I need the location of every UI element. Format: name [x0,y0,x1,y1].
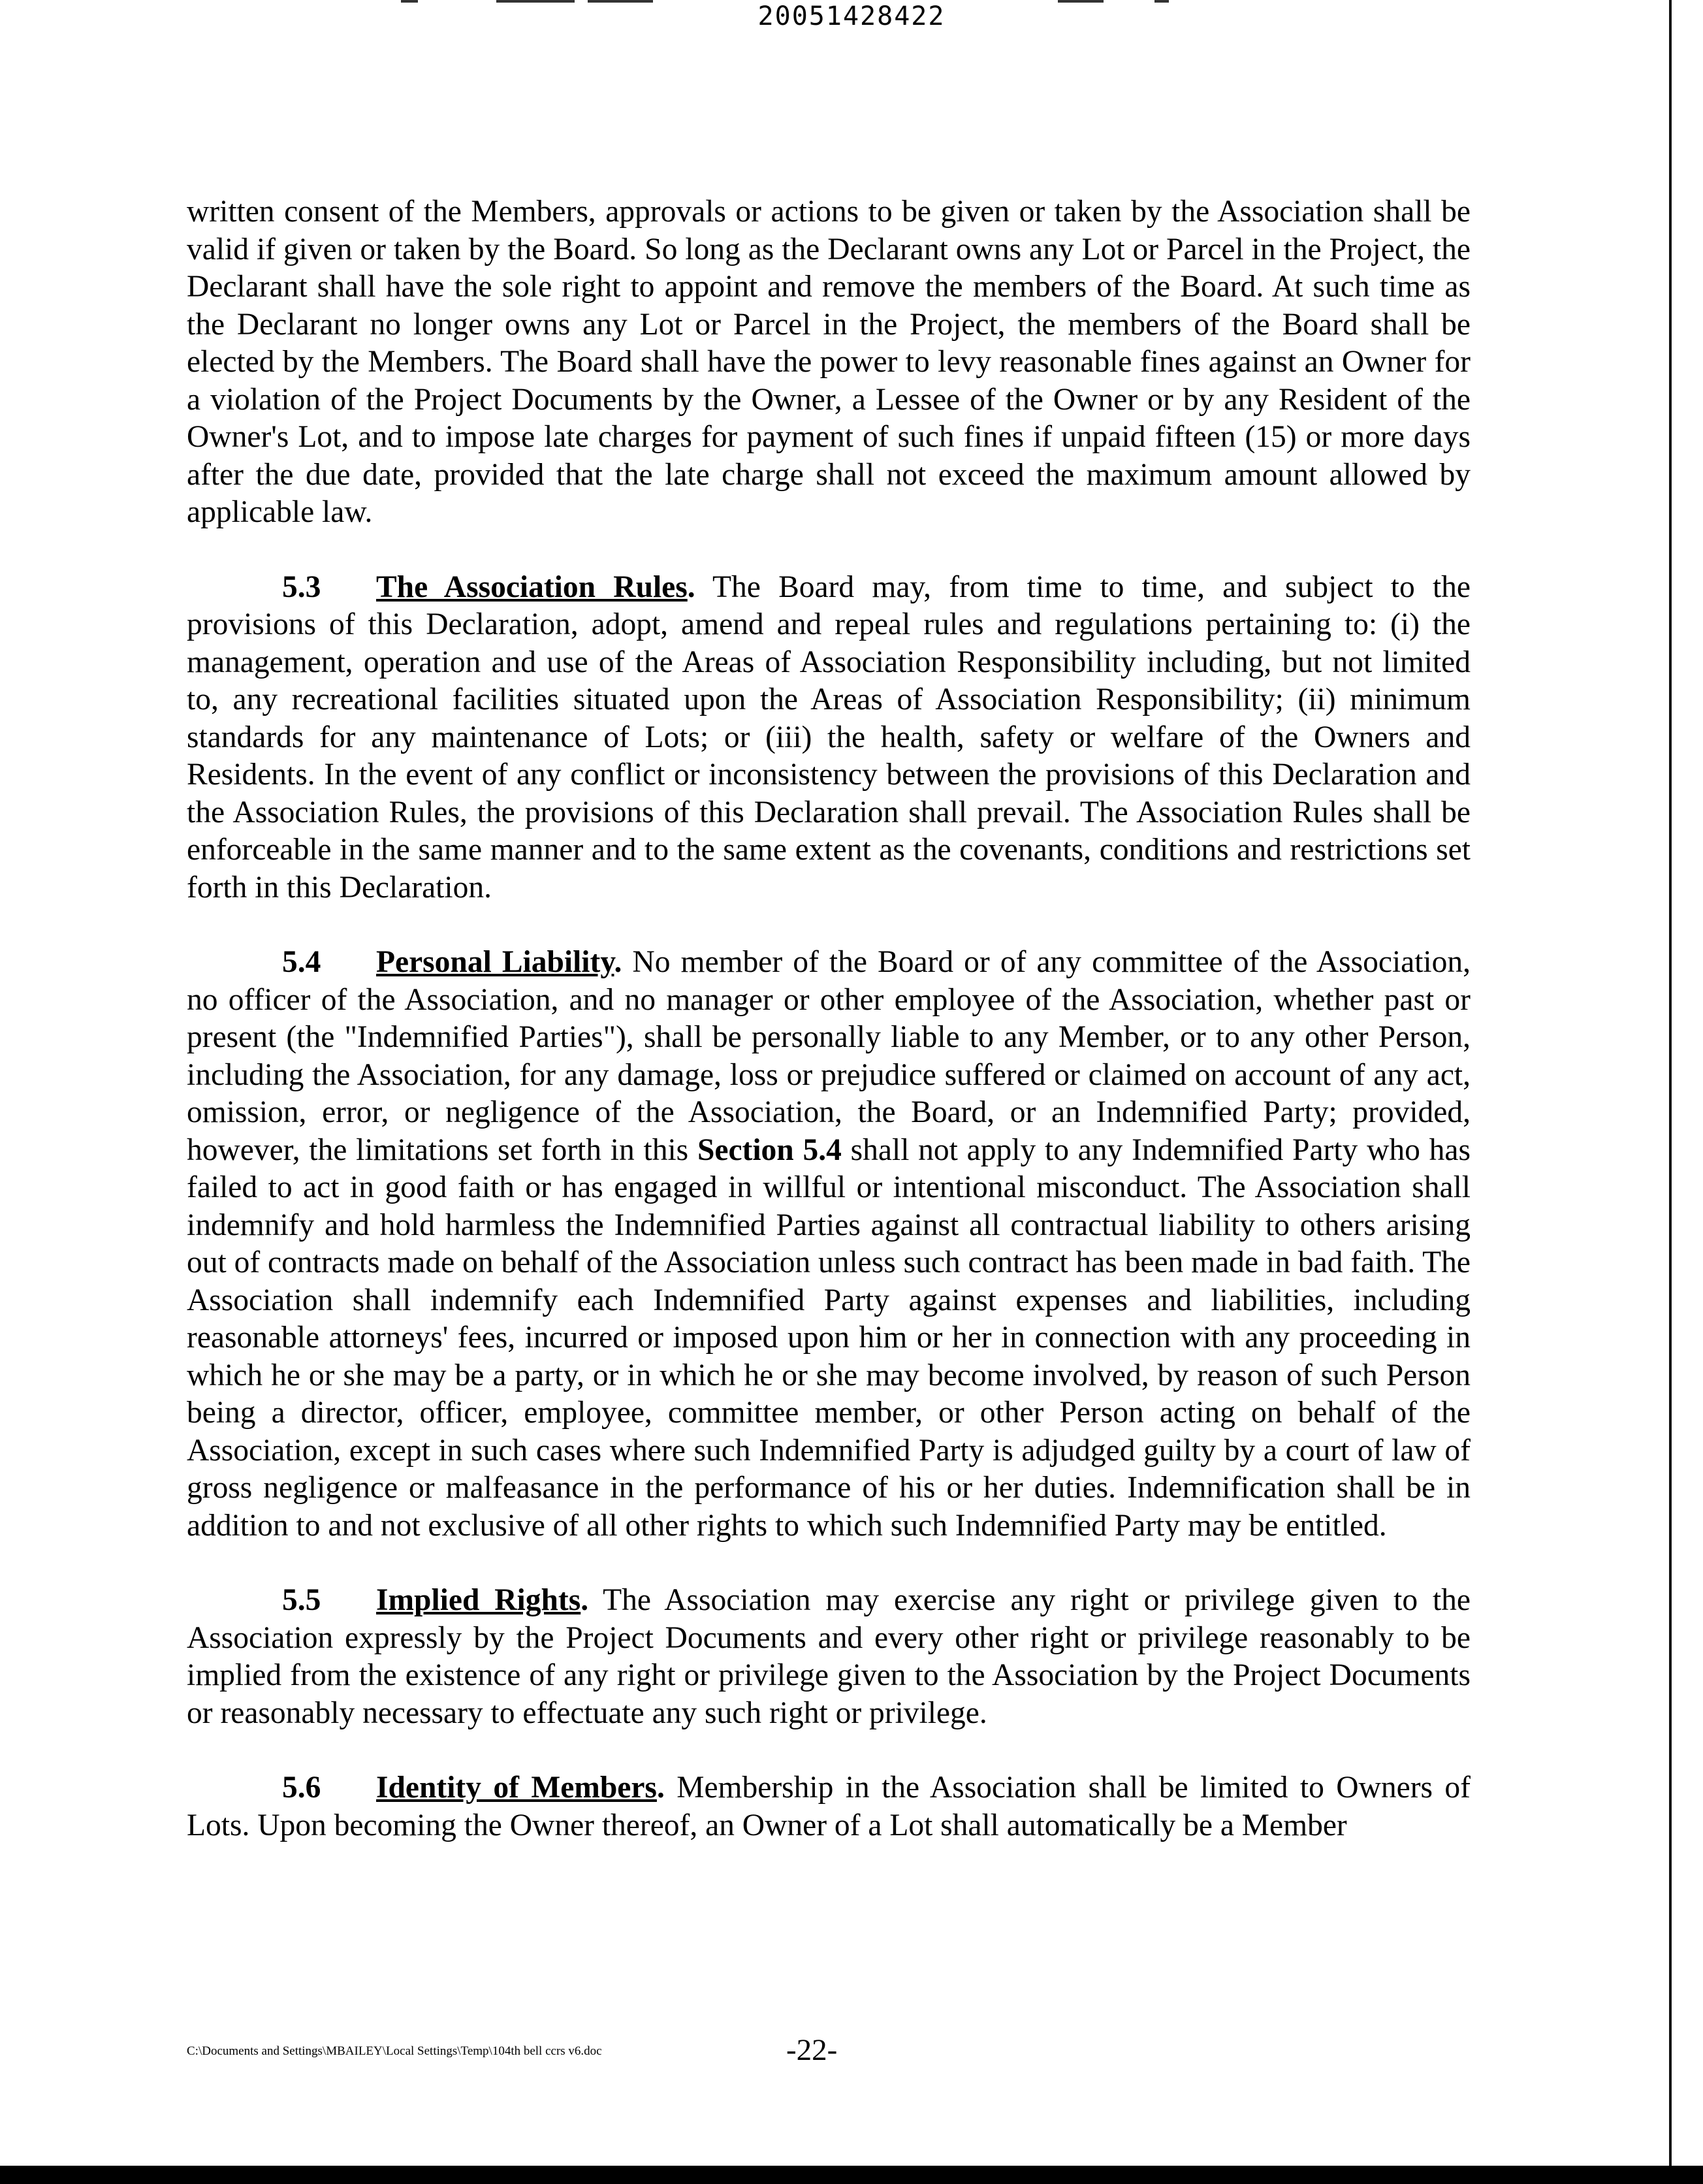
section-number: 5.3 [282,570,321,604]
section-text: No member of the Board or of any committee of the Association, no officer of the Association, and no manager or other employee of the Association, whether past or present (the "Indemnified Parties"), shall be personally liable to any Member, or to any other Person, including the Association, for any damage, loss or prejudice suffered or claimed on account of any act, omission, error, or negligence of the Association, the Board, or an Indemnified Party; provided, however, the limitations set forth in this [187,945,1471,1167]
section-title: Personal Liability [376,945,614,979]
section-5-3 [187,569,1471,907]
section-title: The Association Rules [376,570,688,604]
section-text: The Board may, from time to time, and subject to the provisions of this Declaration, adopt, amend and repeal rules and regulations pertaining to: (i) the management, operation and use of the Areas of Association Responsibility including, but not limited to, any recreational facilities situated upon the Areas of Association Responsibility; (ii) minimum standards for any maintenance of Lots; or (iii) the health, safety or welfare of the Owners and Residents. In the event of any conflict or inconsistency between the provisions of this Declaration and the Association Rules, the provisions of this Declaration shall prevail. The Association Rules shall be enforceable in the same manner and to the same extent as the covenants, conditions and restrictions set forth in this Declaration. [187,570,1471,905]
section-reference: Section 5.4 [697,1132,842,1167]
section-title-period: . [614,945,622,979]
scan-right-edge [1669,0,1672,2166]
intro-paragraph: written consent of the Members, approvals or actions to be given or taken by the Association shall be valid if given or taken by the Board. So long as the Declarant owns any Lot or Parcel in the Project, the Declarant shall have the sole right to appoint and remove the members of the Board. At such time as the Declarant no longer owns any Lot or Parcel in the Project, the members of the Board shall be elected by the Members. The Board shall have the power to levy reasonable fines against an Owner for a violation of the Project Documents by the Owner, a Lessee of the Owner or by any Resident of the Owner's Lot, and to impose late charges for payment of such fines if unpaid fifteen (15) or more days after the due date, provided that the late charge shall not exceed the maximum amount allowed by applicable law. [187,195,1471,529]
document-body [187,193,1471,1882]
section-5-4 [187,944,1471,1545]
section-title: Implied Rights [376,1583,581,1617]
section-text: shall not apply to any Indemnified Party who has failed to act in good faith or has engaged in willful or intentional misconduct. The Association shall indemnify and hold harmless the Indemnified Parties against all contractual liability to others arising out of contracts made on behalf of the Association unless such contract has been made in bad faith. The Association shall indemnify each Indemnified Party against expenses and liabilities, including reasonable attorneys' fees, incurred or imposed upon him or her in connection with any proceeding in which he or she may be a party, or in which he or she may become involved, by reason of such Person being a director, officer, employee, committee member, or other Person acting on behalf of the Association, except in such cases where such Indemnified Party is adjudged guilty by a court of law of gross negligence or malfeasance in the performance of his or her duties. Indemnification shall be in addition to and not exclusive of all other rights to which such Indemnified Party may be entitled. [187,1132,1471,1543]
section-title-period: . [581,1583,589,1617]
footer-file-path: C:\Documents and Settings\MBAILEY\Local Settings\Temp\104th bell ccrs v6.doc [187,2044,602,2058]
section-5-5 [187,1582,1471,1732]
section-title-period: . [687,570,695,604]
section-number: 5.6 [282,1771,321,1805]
section-text: Membership in the Association shall be limited to Owners of Lots. Upon becoming the Owner thereof, an Owner of a Lot shall automatically be a Member [187,1771,1471,1842]
scan-bottom-edge [0,2166,1703,2184]
page-number: -22- [786,2033,838,2067]
section-number: 5.5 [282,1583,321,1617]
section-title-period: . [656,1771,665,1805]
section-title: Identity of Members [376,1771,657,1805]
document-number: 20051428422 [757,1,946,31]
section-text: The Association may exercise any right or privilege given to the Association expressly by the Project Documents and every other right or privilege reasonably to be implied from the existence of any right or privilege given to the Association by the Project Documents or reasonably necessary to effectuate any such right or privilege. [187,1583,1471,1730]
section-5-6 [187,1769,1471,1844]
section-number: 5.4 [282,945,321,979]
